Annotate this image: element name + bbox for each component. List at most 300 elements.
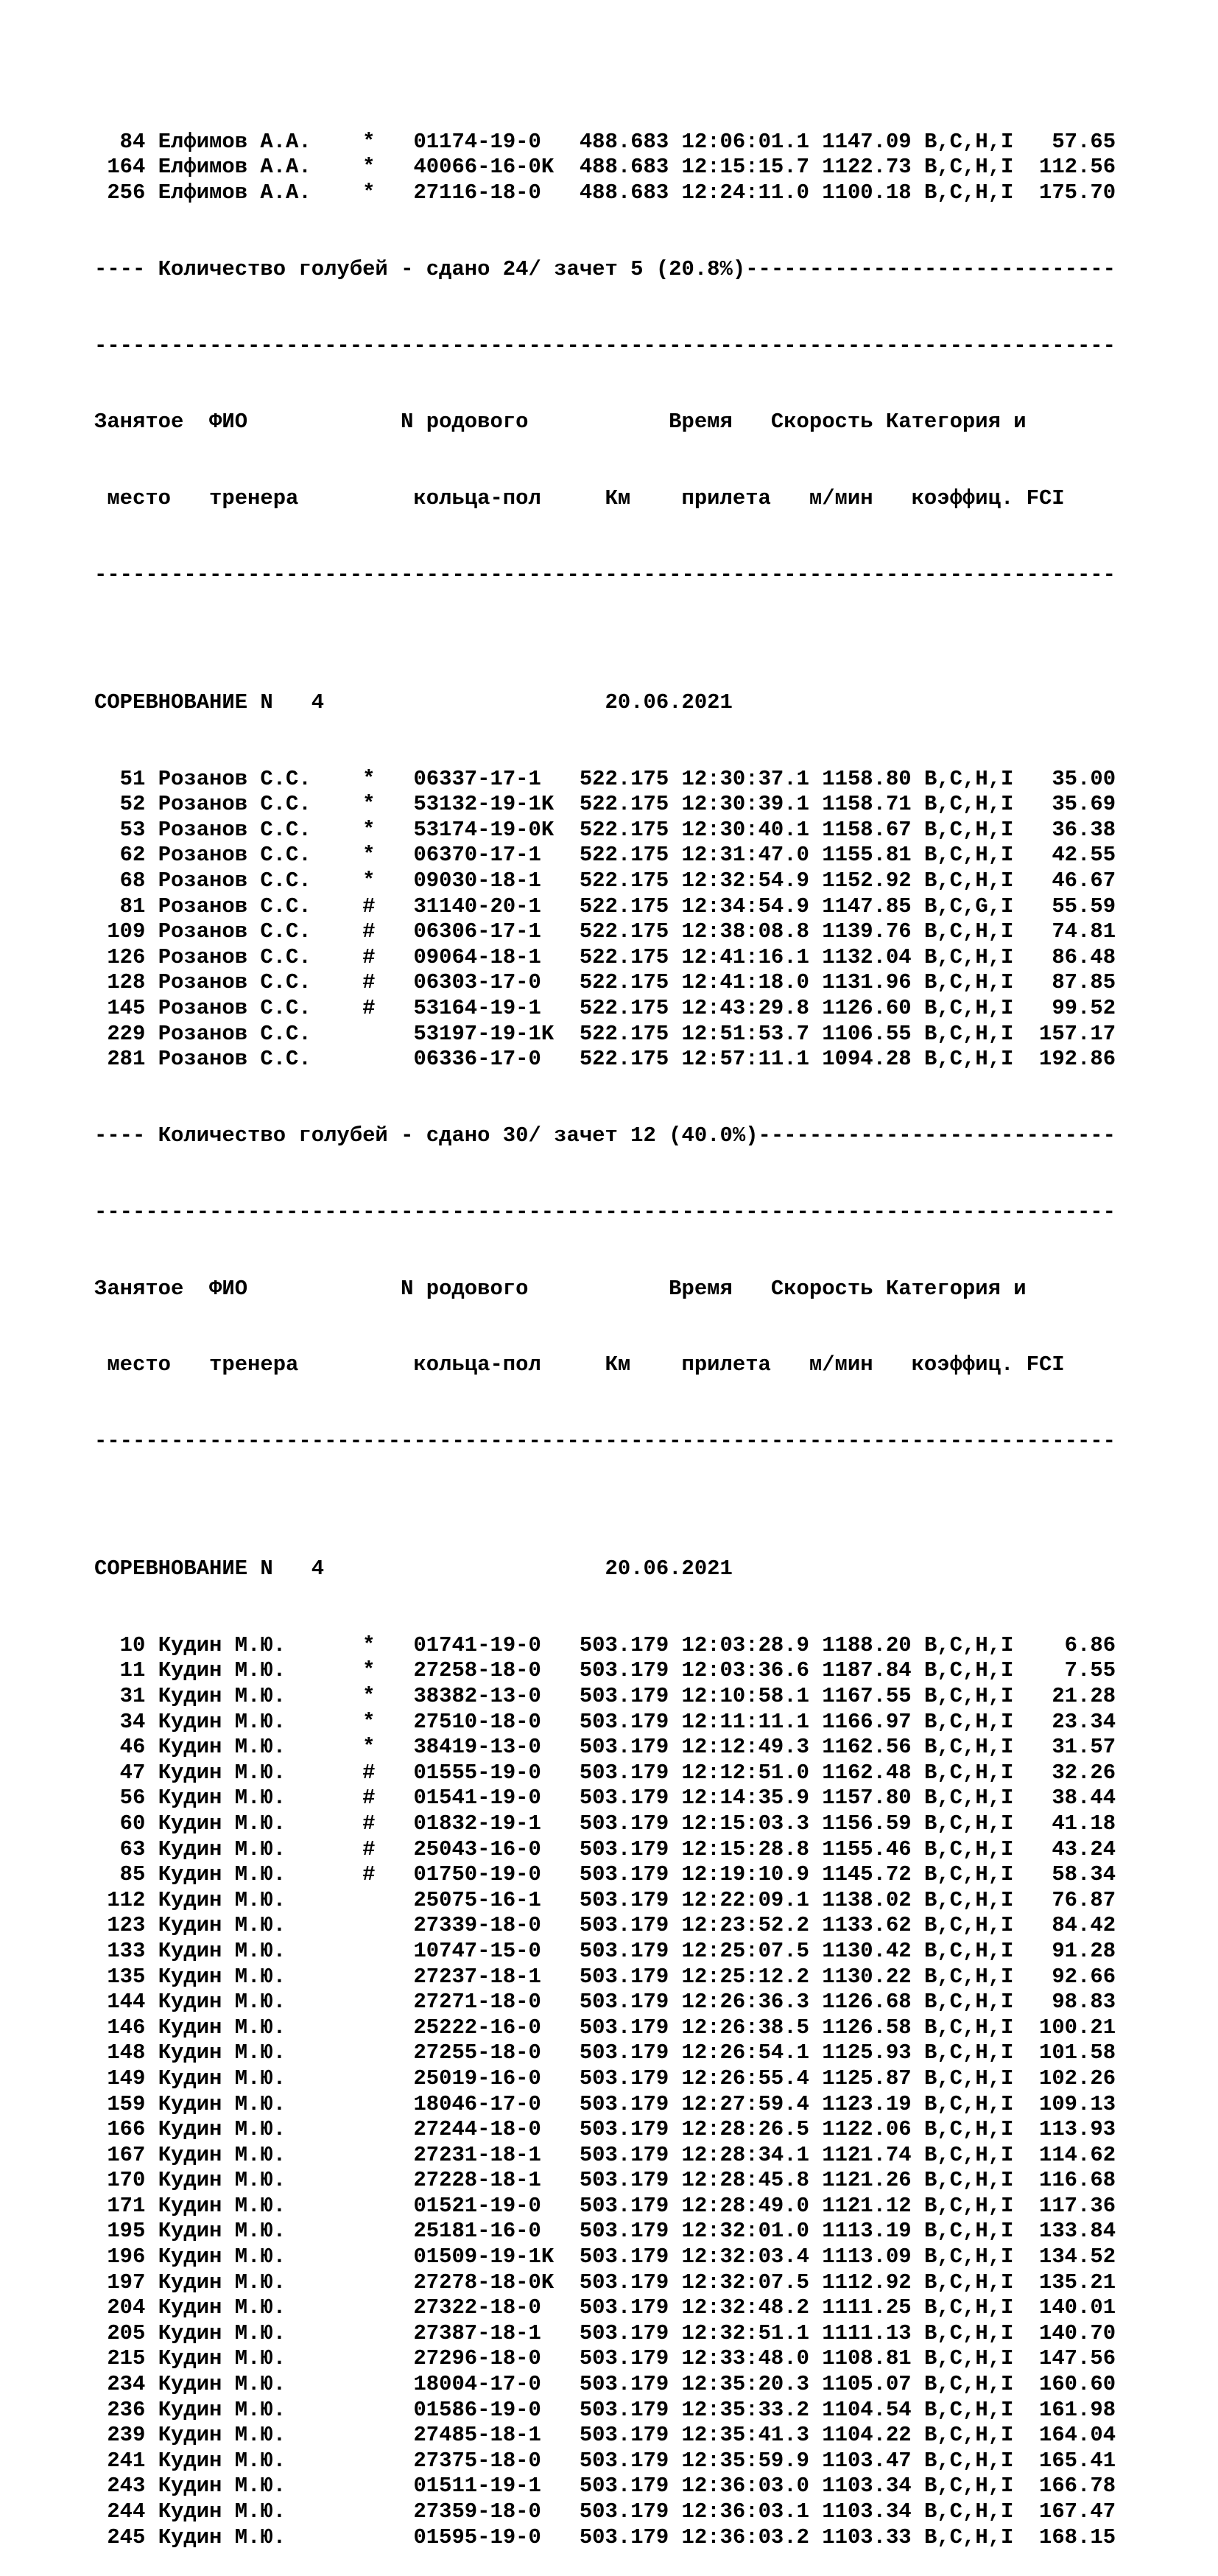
place: 146: [94, 2015, 158, 2040]
table-row: [94, 1939, 1199, 1965]
place: 234: [94, 2372, 158, 2397]
speed: 1158.71: [822, 792, 924, 817]
arrival-time: 12:15:03.3: [681, 1811, 823, 1836]
distance-km: 488.683: [579, 155, 682, 180]
fci-coefficient: 109.13: [1026, 2091, 1116, 2116]
speed: 1130.42: [822, 1938, 924, 1963]
block1-summary: ---- Количество голубей - сдано 24/ зачет 5 (20.8%)-----------------------------: [94, 256, 1116, 281]
place: 243: [94, 2474, 158, 2499]
fancier-name: Кудин М.Ю.: [158, 2346, 363, 2371]
speed: 1106.55: [822, 1021, 924, 1046]
table-row: [94, 2040, 1199, 2066]
table-row: [94, 2015, 1199, 2041]
category: B,C,H,I: [923, 1684, 1027, 1708]
category: B,C,H,I: [923, 1021, 1027, 1046]
category: B,C,H,I: [923, 1990, 1027, 2015]
ring-number: 09030-18-1: [413, 868, 580, 893]
table-row: [94, 1990, 1199, 2015]
fancier-name: Кудин М.Ю.: [158, 1862, 363, 1887]
mark: [362, 1990, 413, 2014]
ring-number: 27339-18-0: [413, 1913, 580, 1938]
distance-km: 503.179: [579, 2168, 682, 2193]
distance-km: 503.179: [579, 1632, 682, 1657]
arrival-time: 12:32:48.2: [681, 2295, 823, 2320]
mark: *: [362, 817, 414, 842]
speed: 1122.73: [822, 155, 924, 180]
mark: [362, 2117, 413, 2141]
fancier-name: Кудин М.Ю.: [158, 1632, 363, 1657]
distance-km: 503.179: [579, 2117, 682, 2142]
ring-number: 01741-19-0: [413, 1632, 580, 1657]
speed: 1113.19: [822, 2219, 924, 2244]
category: B,C,H,I: [923, 868, 1027, 893]
category: B,C,H,I: [923, 2448, 1027, 2473]
ring-number: 27228-18-1: [413, 2168, 580, 2193]
mark: [362, 2245, 413, 2269]
table-row: [94, 180, 1199, 206]
table-row: [94, 2143, 1199, 2169]
arrival-time: 12:33:48.0: [681, 2346, 823, 2371]
speed: 1138.02: [822, 1887, 924, 1912]
mark: *: [362, 1658, 414, 1683]
fci-coefficient: 161.98: [1026, 2397, 1116, 2422]
place: 170: [94, 2168, 158, 2193]
category: B,C,H,I: [923, 180, 1027, 205]
ring-number: 09064-18-1: [413, 944, 580, 969]
table-row: [94, 818, 1199, 843]
category: B,C,H,I: [923, 792, 1027, 817]
mark: *: [362, 129, 414, 154]
category: B,C,H,I: [923, 129, 1027, 154]
fancier-name: Кудин М.Ю.: [158, 1811, 363, 1836]
place: 51: [94, 766, 158, 791]
speed: 1103.34: [822, 2474, 924, 2499]
fci-coefficient: 164.04: [1026, 2423, 1116, 2448]
category: B,C,H,I: [923, 2372, 1027, 2397]
mark: #: [362, 995, 414, 1020]
table-row: [94, 2194, 1199, 2219]
mark: [362, 2525, 413, 2549]
table-row: [94, 868, 1199, 894]
fancier-name: Розанов С.С.: [158, 919, 363, 944]
mark: [362, 2372, 413, 2396]
table-row: [94, 1965, 1199, 1990]
speed: 1111.13: [822, 2320, 924, 2345]
speed: 1111.25: [822, 2295, 924, 2320]
fci-coefficient: 114.62: [1026, 2142, 1116, 2167]
arrival-time: 12:35:33.2: [681, 2397, 823, 2422]
distance-km: 503.179: [579, 1913, 682, 1938]
distance-km: 522.175: [579, 792, 682, 817]
speed: 1121.74: [822, 2142, 924, 2167]
fancier-name: Кудин М.Ю.: [158, 2040, 363, 2066]
ring-number: 25075-16-1: [413, 1887, 580, 1912]
fci-coefficient: 113.93: [1026, 2117, 1116, 2142]
fci-coefficient: 36.38: [1026, 817, 1116, 842]
mark: #: [362, 970, 414, 995]
competition-header: СОРЕВНОВАНИЕ N 4 20.06.2021: [94, 1557, 733, 1582]
arrival-time: 12:30:37.1: [681, 766, 823, 791]
mark: *: [362, 792, 414, 817]
speed: 1132.04: [822, 944, 924, 969]
distance-km: 503.179: [579, 1811, 682, 1836]
category: B,C,H,I: [923, 1786, 1027, 1811]
speed: 1126.68: [822, 1990, 924, 2015]
table-row: [94, 2321, 1199, 2347]
fci-coefficient: 35.00: [1026, 766, 1116, 791]
ring-number: 38419-13-0: [413, 1735, 580, 1760]
speed: 1157.80: [822, 1786, 924, 1811]
ring-number: 01509-19-1K: [413, 2245, 580, 2270]
place: 171: [94, 2193, 158, 2218]
table-row: [94, 2525, 1199, 2551]
fci-coefficient: 98.83: [1026, 1990, 1116, 2015]
distance-km: 503.179: [579, 1938, 682, 1963]
mark: #: [362, 919, 414, 944]
mark: [362, 1022, 413, 1046]
place: 197: [94, 2270, 158, 2295]
category: B,C,H,I: [923, 2117, 1027, 2142]
arrival-time: 12:28:45.8: [681, 2168, 823, 2193]
mark: [362, 2143, 413, 2167]
mark: [362, 2499, 413, 2524]
fci-coefficient: 160.60: [1026, 2372, 1116, 2397]
category: B,C,H,I: [923, 2346, 1027, 2371]
block2-summary: ---- Количество голубей - сдано 30/ зачет 12 (40.0%)----------------------------: [94, 1123, 1116, 1148]
distance-km: 503.179: [579, 1786, 682, 1811]
distance-km: 522.175: [579, 1021, 682, 1046]
distance-km: 503.179: [579, 2219, 682, 2244]
speed: 1156.59: [822, 1811, 924, 1836]
table-row: [94, 1837, 1199, 1863]
fancier-name: Розанов С.С.: [158, 868, 363, 893]
category: B,C,H,I: [923, 2066, 1027, 2091]
speed: 1126.58: [822, 2015, 924, 2040]
place: 34: [94, 1709, 158, 1734]
ring-number: 25043-16-0: [413, 1836, 580, 1861]
fci-coefficient: 165.41: [1026, 2448, 1116, 2473]
distance-km: 503.179: [579, 2397, 682, 2422]
category: B,C,H,I: [923, 2499, 1027, 2524]
arrival-time: 12:30:39.1: [681, 792, 823, 817]
category: B,C,H,I: [923, 1735, 1027, 1760]
speed: 1094.28: [822, 1047, 924, 1072]
arrival-time: 12:28:26.5: [681, 2117, 823, 2142]
column-header-line2: место тренера кольца-пол Км прилета м/мин коэффиц. FCI: [94, 1352, 1065, 1378]
fancier-name: Кудин М.Ю.: [158, 2270, 363, 2295]
arrival-time: 12:32:54.9: [681, 868, 823, 893]
speed: 1123.19: [822, 2091, 924, 2116]
ring-number: 01511-19-1: [413, 2474, 580, 2499]
fancier-name: Кудин М.Ю.: [158, 2499, 363, 2524]
fancier-name: Кудин М.Ю.: [158, 2168, 363, 2193]
arrival-time: 12:03:36.6: [681, 1658, 823, 1683]
distance-km: 503.179: [579, 2346, 682, 2371]
mark: [362, 1939, 413, 1963]
speed: 1108.81: [822, 2346, 924, 2371]
fci-coefficient: 133.84: [1026, 2219, 1116, 2244]
category: B,C,H,I: [923, 155, 1027, 180]
ring-number: 31140-20-1: [413, 894, 580, 919]
arrival-time: 12:35:59.9: [681, 2448, 823, 2473]
fci-coefficient: 23.34: [1026, 1709, 1116, 1734]
fci-coefficient: 101.58: [1026, 2040, 1116, 2066]
mark: *: [362, 868, 414, 893]
table-row: [94, 1888, 1199, 1914]
fancier-name: Розанов С.С.: [158, 970, 363, 995]
category: B,C,H,I: [923, 2270, 1027, 2295]
mark: *: [362, 180, 414, 205]
category: B,C,H,I: [923, 995, 1027, 1020]
speed: 1133.62: [822, 1913, 924, 1938]
table-row: [94, 2270, 1199, 2296]
category: B,C,H,I: [923, 1887, 1027, 1912]
arrival-time: 12:32:51.1: [681, 2320, 823, 2345]
speed: 1147.85: [822, 894, 924, 919]
fancier-name: Кудин М.Ю.: [158, 2474, 363, 2499]
arrival-time: 12:10:58.1: [681, 1684, 823, 1708]
speed: 1103.47: [822, 2448, 924, 2473]
speed: 1105.07: [822, 2372, 924, 2397]
fci-coefficient: 135.21: [1026, 2270, 1116, 2295]
speed: 1100.18: [822, 180, 924, 205]
place: 245: [94, 2524, 158, 2549]
ring-number: 27231-18-1: [413, 2142, 580, 2167]
place: 81: [94, 894, 158, 919]
place: 56: [94, 1786, 158, 1811]
place: 236: [94, 2397, 158, 2422]
fancier-name: Розанов С.С.: [158, 817, 363, 842]
place: 46: [94, 1735, 158, 1760]
fancier-name: Кудин М.Ю.: [158, 2219, 363, 2244]
distance-km: 503.179: [579, 1964, 682, 1989]
distance-km: 503.179: [579, 2295, 682, 2320]
mark: *: [362, 1632, 414, 1657]
fancier-name: Кудин М.Ю.: [158, 2066, 363, 2091]
table-row: [94, 2295, 1199, 2321]
speed: 1187.84: [822, 1658, 924, 1683]
fancier-name: Кудин М.Ю.: [158, 2091, 363, 2116]
distance-km: 503.179: [579, 2474, 682, 2499]
category: B,C,H,I: [923, 1964, 1027, 1989]
ring-number: 27258-18-0: [413, 1658, 580, 1683]
distance-km: 503.179: [579, 2524, 682, 2549]
category: B,C,H,I: [923, 2245, 1027, 2270]
fancier-name: Кудин М.Ю.: [158, 2372, 363, 2397]
ring-number: 53197-19-1K: [413, 1021, 580, 1046]
place: 164: [94, 155, 158, 180]
distance-km: 522.175: [579, 843, 682, 868]
distance-km: 503.179: [579, 2091, 682, 2116]
arrival-time: 12:14:35.9: [681, 1786, 823, 1811]
table-row: [94, 2219, 1199, 2245]
place: 195: [94, 2219, 158, 2244]
ring-number: 01521-19-0: [413, 2193, 580, 2218]
place: 144: [94, 1990, 158, 2015]
table-row: [94, 970, 1199, 996]
distance-km: 503.179: [579, 1684, 682, 1708]
ring-number: 27237-18-1: [413, 1964, 580, 1989]
arrival-time: 12:30:40.1: [681, 817, 823, 842]
category: B,C,H,I: [923, 1632, 1027, 1657]
place: 60: [94, 1811, 158, 1836]
distance-km: 503.179: [579, 2320, 682, 2345]
place: 256: [94, 180, 158, 205]
place: 167: [94, 2142, 158, 2167]
fancier-name: Кудин М.Ю.: [158, 1964, 363, 1989]
table-row: [94, 2423, 1199, 2449]
ring-number: 06303-17-0: [413, 970, 580, 995]
table-row: [94, 1862, 1199, 1888]
category: B,C,H,I: [923, 970, 1027, 995]
distance-km: 503.179: [579, 1990, 682, 2015]
category: B,C,H,I: [923, 944, 1027, 969]
category: B,C,H,I: [923, 2474, 1027, 2499]
fci-coefficient: 175.70: [1026, 180, 1116, 205]
category: B,C,H,I: [923, 919, 1027, 944]
mark: [362, 2066, 413, 2091]
ring-number: 27278-18-0K: [413, 2270, 580, 2295]
mark: [362, 1913, 413, 1937]
place: 85: [94, 1862, 158, 1887]
fancier-name: Кудин М.Ю.: [158, 2320, 363, 2345]
fancier-name: Кудин М.Ю.: [158, 2142, 363, 2167]
fci-coefficient: 35.69: [1026, 792, 1116, 817]
distance-km: 522.175: [579, 919, 682, 944]
table-row: [94, 792, 1199, 818]
table-row: [94, 1684, 1199, 1710]
ring-number: 06336-17-0: [413, 1047, 580, 1072]
distance-km: 522.175: [579, 868, 682, 893]
arrival-time: 12:32:03.4: [681, 2245, 823, 2270]
table-row: [94, 2092, 1199, 2118]
divider: --------------------------------------------------------------------------------: [94, 333, 1116, 358]
fancier-name: Розанов С.С.: [158, 843, 363, 868]
speed: 1130.22: [822, 1964, 924, 1989]
distance-km: 488.683: [579, 129, 682, 154]
fci-coefficient: 117.36: [1026, 2193, 1116, 2218]
fancier-name: Кудин М.Ю.: [158, 1684, 363, 1708]
distance-km: 522.175: [579, 817, 682, 842]
arrival-time: 12:24:11.0: [681, 180, 823, 205]
table-row: [94, 2499, 1199, 2525]
ring-number: 27322-18-0: [413, 2295, 580, 2320]
distance-km: 503.179: [579, 2372, 682, 2397]
ring-number: 53132-19-1K: [413, 792, 580, 817]
category: B,C,H,I: [923, 2295, 1027, 2320]
fancier-name: Елфимов А.А.: [158, 180, 363, 205]
table-row: [94, 2117, 1199, 2143]
arrival-time: 12:26:55.4: [681, 2066, 823, 2091]
mark: [362, 1047, 413, 1071]
ring-number: 18004-17-0: [413, 2372, 580, 2397]
arrival-time: 12:41:16.1: [681, 944, 823, 969]
place: 149: [94, 2066, 158, 2091]
table-row: [94, 1633, 1199, 1659]
fci-coefficient: 21.28: [1026, 1684, 1116, 1708]
ring-number: 27244-18-0: [413, 2117, 580, 2142]
place: 123: [94, 1913, 158, 1938]
mark: [362, 2219, 413, 2243]
place: 204: [94, 2295, 158, 2320]
distance-km: 503.179: [579, 2245, 682, 2270]
fancier-name: Кудин М.Ю.: [158, 2015, 363, 2040]
distance-km: 503.179: [579, 2066, 682, 2091]
mark: #: [362, 894, 414, 919]
speed: 1113.09: [822, 2245, 924, 2270]
fci-coefficient: 84.42: [1026, 1913, 1116, 1938]
fancier-name: Розанов С.С.: [158, 1021, 363, 1046]
speed: 1167.55: [822, 1684, 924, 1708]
ring-number: 06337-17-1: [413, 766, 580, 791]
table-row: [94, 2474, 1199, 2499]
fci-coefficient: 43.24: [1026, 1836, 1116, 1861]
arrival-time: 12:51:53.7: [681, 1021, 823, 1046]
speed: 1104.54: [822, 2397, 924, 2422]
arrival-time: 12:12:51.0: [681, 1760, 823, 1785]
ring-number: 27510-18-0: [413, 1709, 580, 1734]
mark: *: [362, 1684, 414, 1708]
fancier-name: Кудин М.Ю.: [158, 2524, 363, 2549]
ring-number: 06306-17-1: [413, 919, 580, 944]
ring-number: 38382-13-0: [413, 1684, 580, 1708]
place: 10: [94, 1632, 158, 1657]
place: 135: [94, 1964, 158, 1989]
arrival-time: 12:36:03.1: [681, 2499, 823, 2524]
fci-coefficient: 57.65: [1026, 129, 1116, 154]
place: 62: [94, 843, 158, 868]
category: B,C,H,I: [923, 1913, 1027, 1938]
place: 52: [94, 792, 158, 817]
mark: [362, 1965, 413, 1989]
place: 244: [94, 2499, 158, 2524]
distance-km: 522.175: [579, 1047, 682, 1072]
category: B,C,H,I: [923, 817, 1027, 842]
arrival-time: 12:35:41.3: [681, 2423, 823, 2448]
table-row: [94, 2398, 1199, 2424]
fancier-name: Кудин М.Ю.: [158, 1990, 363, 2015]
speed: 1152.92: [822, 868, 924, 893]
fancier-name: Кудин М.Ю.: [158, 2117, 363, 2142]
speed: 1139.76: [822, 919, 924, 944]
arrival-time: 12:25:07.5: [681, 1938, 823, 1963]
mark: [362, 2398, 413, 2422]
ring-number: 27116-18-0: [413, 180, 580, 205]
category: B,C,H,I: [923, 1836, 1027, 1861]
category: B,C,H,I: [923, 766, 1027, 791]
fancier-name: Кудин М.Ю.: [158, 1836, 363, 1861]
category: B,C,H,I: [923, 2091, 1027, 2116]
fci-coefficient: 92.66: [1026, 1964, 1116, 1989]
fci-coefficient: 42.55: [1026, 843, 1116, 868]
mark: *: [362, 843, 414, 868]
place: 215: [94, 2346, 158, 2371]
table-row: [94, 1735, 1199, 1761]
table-row: [94, 2245, 1199, 2270]
fancier-name: Кудин М.Ю.: [158, 2245, 363, 2270]
place: 31: [94, 1684, 158, 1708]
mark: #: [362, 1862, 414, 1887]
fancier-name: Кудин М.Ю.: [158, 1938, 363, 1963]
mark: [362, 2295, 413, 2320]
mark: *: [362, 1709, 414, 1734]
fci-coefficient: 100.21: [1026, 2015, 1116, 2040]
distance-km: 503.179: [579, 2423, 682, 2448]
mark: [362, 2270, 413, 2295]
category: B,C,H,I: [923, 2397, 1027, 2422]
speed: 1162.56: [822, 1735, 924, 1760]
distance-km: 503.179: [579, 1658, 682, 1683]
